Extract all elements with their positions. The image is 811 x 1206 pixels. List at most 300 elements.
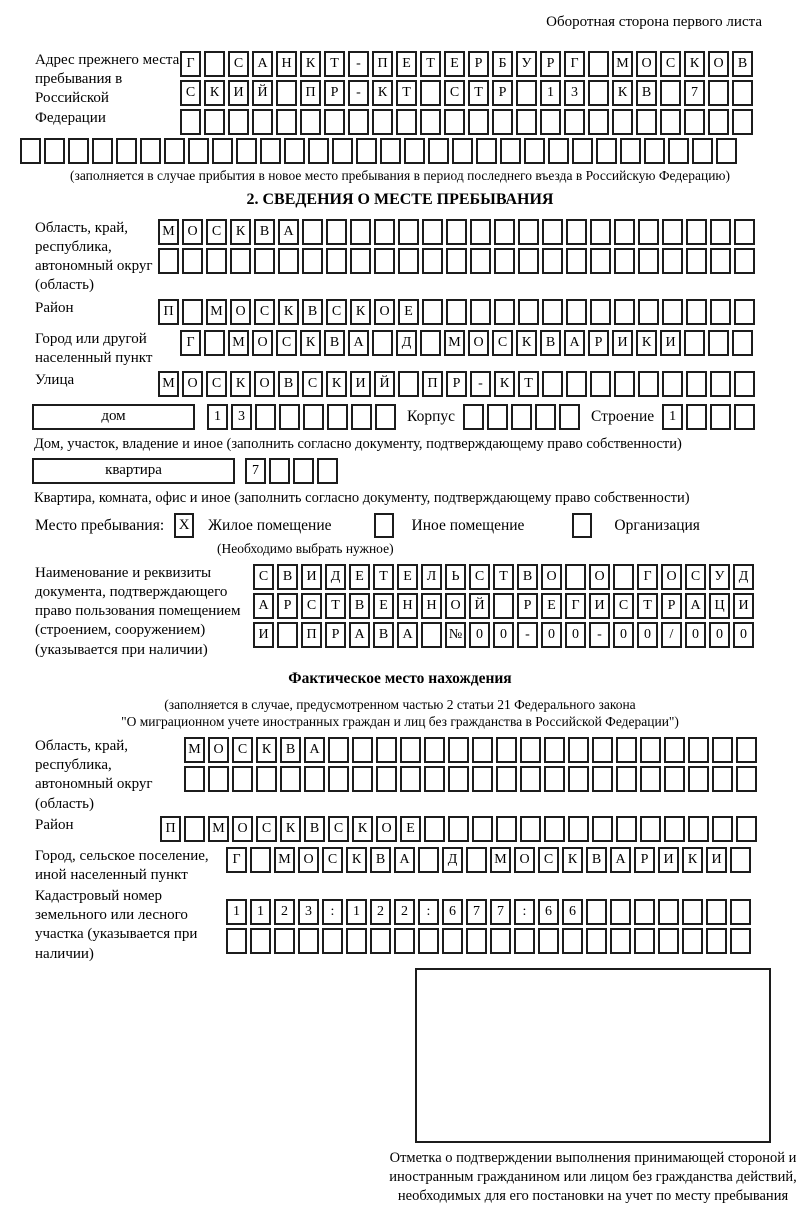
char-cell: М — [208, 816, 229, 842]
char-cell — [588, 80, 609, 106]
char-cell — [568, 816, 589, 842]
char-cell — [188, 138, 209, 164]
char-cell — [418, 847, 439, 873]
char-cell — [542, 219, 563, 245]
char-cell: К — [636, 330, 657, 356]
char-cell: В — [280, 737, 301, 763]
char-cell — [278, 248, 299, 274]
char-cell: С — [469, 564, 490, 590]
char-cell: М — [274, 847, 295, 873]
char-cell — [352, 766, 373, 792]
char-cell — [542, 371, 563, 397]
char-cell — [468, 109, 489, 135]
char-cell: Г — [564, 51, 585, 77]
char-cell — [592, 766, 613, 792]
char-cell: П — [372, 51, 393, 77]
char-cell: С — [232, 737, 253, 763]
char-cell: 6 — [538, 899, 559, 925]
char-cell — [734, 219, 755, 245]
char-cell: О — [254, 371, 275, 397]
char-cell — [736, 766, 757, 792]
char-cell — [356, 138, 377, 164]
char-cell: М — [158, 219, 179, 245]
char-cell — [182, 248, 203, 274]
char-cell — [372, 109, 393, 135]
actual-location-note-1: (заполняется в случае, предусмотренном частью 2 статьи 21 Федерального закона — [164, 696, 636, 712]
char-cell: П — [158, 299, 179, 325]
char-cell: 0 — [565, 622, 586, 648]
char-cell — [44, 138, 65, 164]
char-cell: 7 — [684, 80, 705, 106]
char-cell — [620, 138, 641, 164]
char-cell — [668, 138, 689, 164]
stay-type-note: (Необходимо выбрать нужное) — [217, 541, 394, 557]
char-cell: 2 — [370, 899, 391, 925]
char-cell — [730, 847, 751, 873]
char-cell: К — [230, 219, 251, 245]
char-cell: С — [613, 593, 634, 619]
stay-type-option-zhiloe: Жилое помещение — [208, 516, 332, 534]
char-cell: 0 — [613, 622, 634, 648]
char-cell — [472, 816, 493, 842]
char-cell — [590, 371, 611, 397]
char-cell — [614, 248, 635, 274]
char-cell — [420, 109, 441, 135]
char-cell — [420, 80, 441, 106]
char-cell — [586, 928, 607, 954]
char-cell: М — [158, 371, 179, 397]
actual-city-label: Город, сельское поселение, иной населенный пункт — [35, 847, 209, 883]
char-cell: Д — [325, 564, 346, 590]
char-cell — [256, 766, 277, 792]
char-cell — [614, 371, 635, 397]
char-cell: К — [346, 847, 367, 873]
char-cell — [716, 138, 737, 164]
char-cell — [712, 816, 733, 842]
char-cell — [20, 138, 41, 164]
char-cell: М — [490, 847, 511, 873]
actual-city-row — [226, 847, 754, 873]
char-cell: С — [256, 816, 277, 842]
char-cell — [487, 404, 508, 430]
char-cell — [544, 737, 565, 763]
char-cell: С — [206, 371, 227, 397]
char-cell: М — [612, 51, 633, 77]
char-cell: Р — [325, 622, 346, 648]
char-cell: И — [350, 371, 371, 397]
char-cell — [710, 219, 731, 245]
char-cell: К — [352, 816, 373, 842]
char-cell — [472, 766, 493, 792]
char-cell — [476, 138, 497, 164]
char-cell: Й — [252, 80, 273, 106]
char-cell: И — [660, 330, 681, 356]
char-cell: В — [304, 816, 325, 842]
char-cell — [182, 299, 203, 325]
char-cell: К — [278, 299, 299, 325]
char-cell — [636, 109, 657, 135]
char-cell: С — [492, 330, 513, 356]
char-cell: Е — [444, 51, 465, 77]
char-cell — [492, 109, 513, 135]
char-cell — [710, 248, 731, 274]
char-cell: С — [228, 51, 249, 77]
char-cell: К — [682, 847, 703, 873]
char-cell — [524, 138, 545, 164]
char-cell — [404, 138, 425, 164]
char-cell — [664, 737, 685, 763]
char-cell — [688, 816, 709, 842]
doc-row-1 — [253, 564, 757, 590]
char-cell — [710, 404, 731, 430]
char-cell: Ь — [445, 564, 466, 590]
char-cell: Е — [541, 593, 562, 619]
char-cell: С — [685, 564, 706, 590]
stay-street-row — [158, 371, 758, 397]
char-cell — [463, 404, 484, 430]
char-cell: Р — [492, 80, 513, 106]
char-cell: Д — [733, 564, 754, 590]
char-cell — [92, 138, 113, 164]
char-cell: А — [253, 593, 274, 619]
char-cell: 1 — [250, 899, 271, 925]
char-cell: О — [468, 330, 489, 356]
char-cell: Е — [349, 564, 370, 590]
stay-district-label: Район — [35, 300, 74, 317]
char-cell — [542, 248, 563, 274]
char-cell — [422, 248, 443, 274]
char-cell — [398, 371, 419, 397]
char-cell — [326, 219, 347, 245]
char-cell: Т — [324, 51, 345, 77]
char-cell — [184, 766, 205, 792]
char-cell: 0 — [733, 622, 754, 648]
char-cell: - — [348, 51, 369, 77]
char-cell — [254, 248, 275, 274]
char-cell: И — [733, 593, 754, 619]
char-cell — [592, 816, 613, 842]
char-cell — [470, 219, 491, 245]
stay-type-option-inoe: Иное помещение — [411, 516, 525, 534]
stay-street-block — [20, 371, 780, 400]
char-cell — [518, 299, 539, 325]
char-cell — [400, 766, 421, 792]
char-cell — [444, 109, 465, 135]
char-cell — [520, 737, 541, 763]
char-cell — [518, 248, 539, 274]
char-cell — [572, 138, 593, 164]
doc-row-2 — [253, 593, 757, 619]
char-cell — [420, 330, 441, 356]
char-cell — [252, 109, 273, 135]
stay-city-label: Город или другой населенный пункт — [35, 331, 153, 367]
char-cell — [712, 737, 733, 763]
char-cell: В — [373, 622, 394, 648]
char-cell — [255, 404, 276, 430]
char-cell: О — [252, 330, 273, 356]
char-cell — [204, 109, 225, 135]
checkbox-organizaciya — [572, 513, 592, 538]
char-cell — [559, 404, 580, 430]
char-cell: В — [517, 564, 538, 590]
stay-region-label: Область, край, республика, автономный округ (область) — [35, 219, 153, 294]
char-cell: С — [302, 371, 323, 397]
char-cell: О — [445, 593, 466, 619]
char-cell: 1 — [662, 404, 683, 430]
char-cell: Р — [634, 847, 655, 873]
char-cell: Е — [396, 51, 417, 77]
char-cell: Т — [468, 80, 489, 106]
char-cell — [640, 737, 661, 763]
char-cell: О — [661, 564, 682, 590]
char-cell — [250, 928, 271, 954]
char-cell: О — [182, 371, 203, 397]
prev-address-row-4 — [20, 138, 780, 164]
char-cell — [236, 138, 257, 164]
stay-region-rows — [158, 219, 758, 277]
char-cell: Е — [373, 593, 394, 619]
char-cell — [350, 219, 371, 245]
char-cell — [232, 766, 253, 792]
char-cell: К — [256, 737, 277, 763]
char-cell — [496, 766, 517, 792]
char-cell — [328, 737, 349, 763]
char-cell — [208, 766, 229, 792]
char-cell: Е — [400, 816, 421, 842]
char-cell: О — [232, 816, 253, 842]
char-cell: К — [516, 330, 537, 356]
char-cell — [710, 371, 731, 397]
char-cell — [518, 219, 539, 245]
char-cell: Б — [492, 51, 513, 77]
char-cell — [516, 80, 537, 106]
char-cell — [732, 109, 753, 135]
char-cell: О — [708, 51, 729, 77]
char-cell: И — [706, 847, 727, 873]
prev-address-block — [20, 51, 780, 138]
char-cell — [548, 138, 569, 164]
apartment-cells — [245, 458, 341, 484]
char-cell: П — [422, 371, 443, 397]
char-cell — [682, 928, 703, 954]
char-cell — [260, 138, 281, 164]
char-cell — [638, 219, 659, 245]
char-cell: С — [253, 564, 274, 590]
char-cell — [466, 847, 487, 873]
char-cell — [706, 928, 727, 954]
char-cell — [614, 299, 635, 325]
char-cell — [664, 816, 685, 842]
doc-block — [20, 564, 780, 660]
char-cell: С — [660, 51, 681, 77]
char-cell — [398, 219, 419, 245]
char-cell: 6 — [562, 899, 583, 925]
char-cell — [400, 737, 421, 763]
char-cell — [277, 622, 298, 648]
char-cell — [610, 928, 631, 954]
char-cell: А — [394, 847, 415, 873]
char-cell: 1 — [540, 80, 561, 106]
char-cell — [250, 847, 271, 873]
char-cell: О — [182, 219, 203, 245]
char-cell: И — [612, 330, 633, 356]
char-cell: 0 — [493, 622, 514, 648]
char-cell: И — [253, 622, 274, 648]
char-cell — [686, 371, 707, 397]
char-cell: С — [301, 593, 322, 619]
char-cell — [658, 928, 679, 954]
char-cell — [184, 816, 205, 842]
char-cell: Г — [180, 330, 201, 356]
char-cell — [324, 109, 345, 135]
char-cell: С — [180, 80, 201, 106]
char-cell — [494, 299, 515, 325]
char-cell — [279, 404, 300, 430]
char-cell — [68, 138, 89, 164]
char-cell — [732, 330, 753, 356]
char-cell — [396, 109, 417, 135]
char-cell — [638, 299, 659, 325]
char-cell: 0 — [469, 622, 490, 648]
char-cell: В — [636, 80, 657, 106]
char-cell — [446, 248, 467, 274]
char-cell: В — [540, 330, 561, 356]
char-cell — [590, 248, 611, 274]
char-cell: 3 — [231, 404, 252, 430]
char-cell — [422, 219, 443, 245]
char-cell: В — [254, 219, 275, 245]
actual-region-label: Область, край, республика, автономный округ (область) — [35, 737, 153, 812]
char-cell — [616, 737, 637, 763]
char-cell — [568, 766, 589, 792]
char-cell — [496, 737, 517, 763]
char-cell — [424, 816, 445, 842]
char-cell: У — [709, 564, 730, 590]
char-cell: М — [206, 299, 227, 325]
char-cell — [370, 928, 391, 954]
char-cell — [640, 816, 661, 842]
house-note: Дом, участок, владение и иное (заполнить согласно документу, подтверждающему право собственности) — [34, 435, 682, 452]
char-cell — [490, 928, 511, 954]
char-cell — [500, 138, 521, 164]
stay-type-option-organizaciya: Организация — [614, 516, 700, 534]
char-cell: 1 — [226, 899, 247, 925]
char-cell: А — [397, 622, 418, 648]
char-cell — [351, 404, 372, 430]
actual-district-block — [20, 816, 780, 845]
char-cell: - — [470, 371, 491, 397]
char-cell: К — [612, 80, 633, 106]
char-cell: К — [204, 80, 225, 106]
char-cell: Р — [324, 80, 345, 106]
char-cell — [140, 138, 161, 164]
char-cell: О — [376, 816, 397, 842]
char-cell: 3 — [564, 80, 585, 106]
char-cell: : — [322, 899, 343, 925]
char-cell: К — [684, 51, 705, 77]
char-cell — [734, 299, 755, 325]
char-cell — [686, 299, 707, 325]
char-cell: 7 — [490, 899, 511, 925]
char-cell — [688, 766, 709, 792]
char-cell: В — [324, 330, 345, 356]
char-cell — [374, 248, 395, 274]
char-cell — [616, 766, 637, 792]
char-cell: И — [228, 80, 249, 106]
char-cell — [350, 248, 371, 274]
char-cell: Г — [226, 847, 247, 873]
char-cell: В — [349, 593, 370, 619]
char-cell: 2 — [274, 899, 295, 925]
char-cell: Н — [421, 593, 442, 619]
char-cell — [562, 928, 583, 954]
char-cell: 0 — [541, 622, 562, 648]
char-cell: Й — [469, 593, 490, 619]
korpus-label: Корпус — [407, 407, 455, 425]
char-cell: А — [252, 51, 273, 77]
char-cell — [616, 816, 637, 842]
char-cell — [276, 80, 297, 106]
char-cell: Г — [637, 564, 658, 590]
char-cell: И — [301, 564, 322, 590]
stay-type-label: Место пребывания: — [35, 516, 165, 534]
char-cell: К — [280, 816, 301, 842]
char-cell — [422, 299, 443, 325]
char-cell — [736, 816, 757, 842]
char-cell: 1 — [346, 899, 367, 925]
house-labelbox: дом — [32, 404, 195, 430]
char-cell — [494, 248, 515, 274]
char-cell — [538, 928, 559, 954]
char-cell — [298, 928, 319, 954]
char-cell — [322, 928, 343, 954]
char-cell: О — [636, 51, 657, 77]
char-cell — [376, 737, 397, 763]
char-cell — [164, 138, 185, 164]
char-cell — [686, 248, 707, 274]
char-cell — [596, 138, 617, 164]
char-cell — [664, 766, 685, 792]
char-cell: Г — [180, 51, 201, 77]
char-cell — [730, 928, 751, 954]
char-cell — [446, 219, 467, 245]
char-cell: Е — [397, 564, 418, 590]
char-cell: К — [494, 371, 515, 397]
char-cell — [644, 138, 665, 164]
char-cell — [394, 928, 415, 954]
char-cell: / — [661, 622, 682, 648]
char-cell — [511, 404, 532, 430]
char-cell: В — [586, 847, 607, 873]
char-cell — [269, 458, 290, 484]
char-cell: А — [564, 330, 585, 356]
stroenie-label: Строение — [591, 407, 655, 425]
section2-title: 2. СВЕДЕНИЯ О МЕСТЕ ПРЕБЫВАНИЯ — [246, 190, 554, 208]
actual-location-title: Фактическое место нахождения — [288, 669, 512, 687]
char-cell: У — [516, 51, 537, 77]
stay-region-row-2 — [158, 248, 758, 274]
char-cell — [542, 299, 563, 325]
char-cell — [734, 248, 755, 274]
char-cell: : — [514, 899, 535, 925]
char-cell: Т — [420, 51, 441, 77]
char-cell — [494, 219, 515, 245]
char-cell: С — [326, 299, 347, 325]
char-cell: А — [278, 219, 299, 245]
char-cell: - — [517, 622, 538, 648]
actual-region-rows — [184, 737, 760, 795]
char-cell — [448, 766, 469, 792]
